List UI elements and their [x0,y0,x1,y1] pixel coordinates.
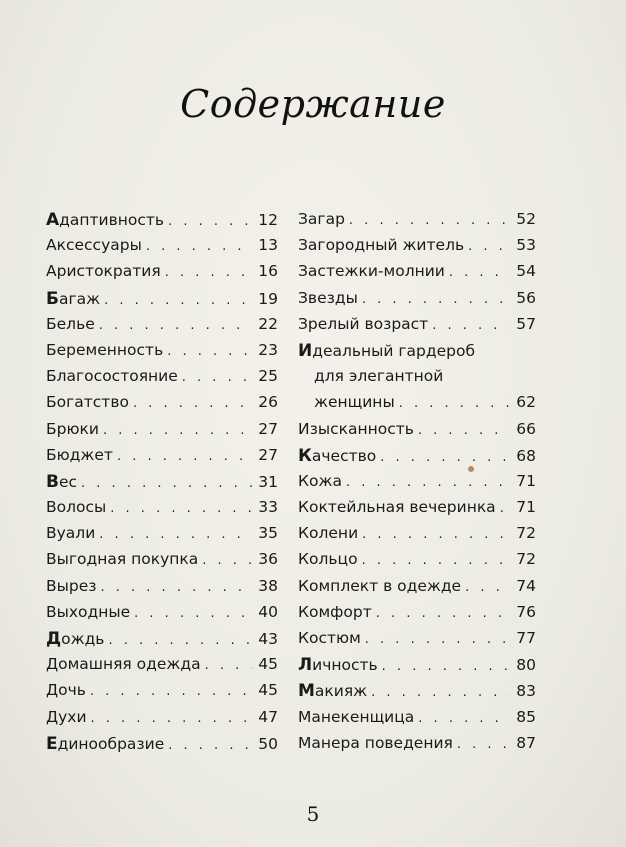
toc-entry [46,524,278,550]
toc-leader-dots [362,292,510,307]
toc-entry-label: ичность [312,656,378,675]
toc-entry-title [46,315,95,333]
toc-page-number: 25 [258,367,278,386]
toc-page-number: 87 [516,733,536,752]
toc-page-number: 72 [516,524,536,543]
toc-page-number: 76 [516,602,536,621]
toc-entry [46,550,278,576]
toc-leader-dots [134,606,252,621]
toc-page-number: 33 [258,498,278,517]
toc-entry [46,262,278,288]
toc-entry-label: Домашняя одежда [46,655,201,674]
toc-entry-title [46,341,163,359]
toc-leader-dots [457,737,510,752]
toc-page-number: 45 [258,655,278,674]
toc-page-number: 19 [258,289,278,308]
toc-entry-label: Волосы [46,498,107,517]
toc-leader-dots [99,527,252,542]
toc-entry-initial: М [298,681,315,702]
toc-entry [298,262,536,288]
toc-entry-title [46,367,178,385]
toc-entry-title [46,289,100,309]
toc-entry-title [298,472,342,490]
toc-page-number: 77 [516,629,536,647]
toc-entry-label: Коктейльная вечеринка [298,498,496,517]
toc-leader-dots [205,658,252,673]
toc-entry-label: Духи [46,707,87,726]
toc-entry [298,420,536,446]
toc-entry [46,367,278,393]
toc-entry-title [298,446,376,466]
toc-entry-title [298,681,367,701]
toc-entry-title [46,262,161,280]
toc-entry-label: Кольцо [298,550,358,569]
toc-entry-initial: Д [46,629,62,649]
toc-entry-label: Загар [298,210,345,228]
toc-entry-label: Выгодная покупка [46,550,199,569]
toc-entry [46,708,278,734]
toc-leader-dots [365,632,510,647]
toc-page-number: 26 [258,393,278,412]
toc-entry-line [298,341,536,367]
toc-entry [46,289,278,315]
toc-entry-label: Дочь [46,681,86,700]
toc-leader-dots [165,265,252,280]
toc-entry-title [298,210,345,228]
toc-page-number: 12 [258,211,278,229]
toc-page-number: 31 [258,472,278,491]
toc-leader-dots [362,527,510,542]
toc-entry-label: даптивность [59,211,165,229]
toc-entry-title [298,420,414,438]
toc-entry-label: Белье [46,314,95,333]
toc-entry-label: Звезды [298,288,358,307]
toc-entry-label: Выходные [46,602,131,621]
toc-page-number: 36 [258,550,278,569]
toc-leader-dots [108,633,252,648]
toc-entry-title [298,603,372,621]
toc-entry-label: ачество [311,446,377,465]
toc-page-number: 68 [516,446,536,465]
toc-leader-dots [104,293,252,308]
toc-page-number: 23 [258,340,278,359]
toc-leader-dots [182,370,252,385]
toc-entry [46,210,278,236]
toc-entry-label: Бюджет [46,445,113,464]
toc-entry-label: акияж [314,682,368,701]
toc-entry [46,629,278,655]
toc-entry-title [298,315,428,333]
page-number: 5 [306,802,320,826]
toc-entry-title [298,524,358,542]
toc-entry-label: Богатство [46,393,129,412]
toc-page-number: 22 [258,314,278,333]
toc-entry-label: Костюм [298,629,361,647]
toc-entry [298,289,536,315]
toc-entry [46,681,278,707]
toc-leader-dots [91,711,252,726]
toc-page-number: 71 [516,498,536,517]
toc-page-number: 13 [258,236,278,255]
toc-leader-dots [90,684,252,699]
toc-page-number: 56 [516,288,536,307]
toc-entry-label: Изысканность [298,419,414,438]
toc-entry-label: Вырез [46,576,97,595]
toc-entry-label: Застежки-молнии [298,262,445,281]
toc-leader-dots [380,450,510,465]
toc-entry-title [46,708,87,726]
toc-entry-title [46,498,106,516]
toc-leader-dots [146,239,252,254]
toc-entry-title [298,550,358,568]
toc-leader-dots [168,738,252,753]
toc-entry [46,236,278,262]
toc-entry-initial: Е [46,733,58,754]
toc-entry-title [46,210,164,230]
toc-entry-initial: К [298,445,312,466]
toc-entry-initial: Б [46,288,59,309]
toc-page-number: 16 [258,262,278,281]
toc-page-number: 80 [516,656,536,675]
toc-entry [298,236,536,262]
toc-leader-dots [362,553,510,568]
toc-leader-dots [418,423,510,438]
toc-entry-initial: И [298,340,313,361]
toc-entry [46,446,278,472]
toc-entry-title [46,420,99,438]
toc-entry [298,498,536,524]
stain-mark [468,466,474,472]
toc-leader-dots [202,553,252,568]
toc-entry [46,655,278,681]
toc-entry-title [46,236,142,254]
toc-entry [298,315,536,341]
toc-page-number: 71 [516,471,536,490]
toc-entry-title [298,734,453,752]
toc-entry [298,655,536,681]
toc-page-number: 57 [516,314,536,333]
toc-entry-label: Вуали [46,524,96,543]
toc-leader-dots [349,213,510,228]
toc-entry-initial: Л [298,655,313,676]
toc-page-number: 50 [258,734,278,753]
toc-entry-label: Манекенщица [298,707,415,726]
toc-entry-title [46,393,129,411]
toc-leader-dots [168,214,252,229]
toc-page-number: 85 [516,707,536,726]
toc-entry-label: агаж [58,289,101,308]
toc-page-number: 40 [258,602,278,621]
toc-entry-line: для элегантной [314,367,444,386]
toc-leader-dots [432,318,510,333]
toc-entry [46,393,278,419]
toc-leader-dots [399,396,510,411]
toc-entry [298,681,536,707]
toc-entry [46,420,278,446]
toc-entry-label: Кожа [298,471,342,490]
toc-entry-label: ождь [61,630,105,648]
toc-entry [298,210,536,236]
toc-entry-title [298,708,414,726]
toc-leader-dots [167,344,252,359]
toc-leader-dots [449,265,510,280]
toc-entry-label: Зрелый возраст [298,314,429,333]
toc-entry [298,708,536,734]
toc-entry-title [298,655,378,675]
toc-entry [298,603,536,629]
toc-leader-dots [117,449,252,464]
toc-entry-title [298,498,496,516]
toc-entry-title [298,577,461,595]
toc-leader-dots [468,239,510,254]
toc-right-column [298,210,536,760]
toc-entry-label: динообразие [57,734,165,753]
toc-leader-dots [382,659,510,674]
toc-page-number: 35 [258,524,278,543]
toc-page-number: 47 [258,707,278,726]
page-title: Содержание [180,82,446,126]
toc-entry [298,629,536,655]
toc-entry-title [46,629,104,649]
toc-leader-dots [101,580,253,595]
toc-entry [46,734,278,760]
toc-entry-label: Аксессуары [46,236,142,255]
toc-page-number: 72 [516,550,536,569]
toc-entry-label: Аристократия [46,262,161,281]
toc-left-column [46,210,278,760]
toc-page-number: 54 [516,262,536,281]
toc-entry [298,472,536,498]
toc-page-number: 38 [258,576,278,595]
toc-entry-title [298,236,464,254]
toc-leader-dots [376,606,510,621]
toc-entry-label: Комфорт [298,602,372,621]
toc-entry-label: женщины [314,393,395,412]
toc-entry-label: Брюки [46,419,99,438]
toc-entry-title [46,550,198,568]
toc-page-number: 83 [516,682,536,701]
toc-entry-title [46,446,113,464]
toc-page-number: 45 [258,681,278,700]
toc-page-number: 52 [516,210,536,228]
toc-page-number: 62 [516,393,536,412]
toc-entry [46,498,278,524]
toc-entry-title [46,603,130,621]
toc-entry-label: Колени [298,524,359,543]
toc-leader-dots [371,685,510,700]
toc-leader-dots [418,711,510,726]
toc-leader-dots [346,475,510,490]
toc-entry [46,603,278,629]
toc-leader-dots [465,580,510,595]
toc-entry-label: Манера поведения [298,733,453,752]
toc-page-number: 43 [258,630,278,648]
toc-entry [46,341,278,367]
toc-entry [298,341,536,420]
toc-leader-dots [103,423,252,438]
toc-page-number: 27 [258,445,278,464]
toc-page-number: 53 [516,236,536,255]
toc-entry [46,577,278,603]
toc-entry-title [46,655,201,673]
toc-entry-label: деальный гардероб [312,341,476,360]
toc-page-number: 74 [516,576,536,595]
toc-page-number: 66 [516,419,536,438]
toc-entry-title [46,681,86,699]
toc-entry-label: Загородный житель [298,236,465,255]
toc-leader-dots [500,501,510,516]
toc-entry-title [46,472,77,492]
toc-entry-title [46,524,95,542]
toc-leader-dots [99,318,252,333]
toc-entry-title [298,262,445,280]
toc-entry-line [298,393,536,419]
toc-leader-dots [81,476,252,491]
toc-entry [298,734,536,760]
toc-entry-title [298,629,361,647]
toc-entry-title [46,577,97,595]
toc-entry [46,315,278,341]
toc-entry-label: Беременность [46,340,164,359]
toc-entry [298,446,536,472]
toc-entry-title [46,734,164,754]
toc-page-number: 27 [258,419,278,438]
toc-entry-label: Благосостояние [46,367,178,386]
toc-entry [298,577,536,603]
toc-entry-label: ес [58,472,78,491]
toc-entry [46,472,278,498]
toc-entry [298,524,536,550]
toc-leader-dots [110,501,252,516]
toc-leader-dots [133,396,252,411]
toc-entry [298,550,536,576]
toc-entry-title [298,289,358,307]
toc-entry-initial: В [46,471,59,492]
toc-entry-label: Комплект в одежде [298,576,462,595]
toc-entry-initial: А [46,210,60,230]
